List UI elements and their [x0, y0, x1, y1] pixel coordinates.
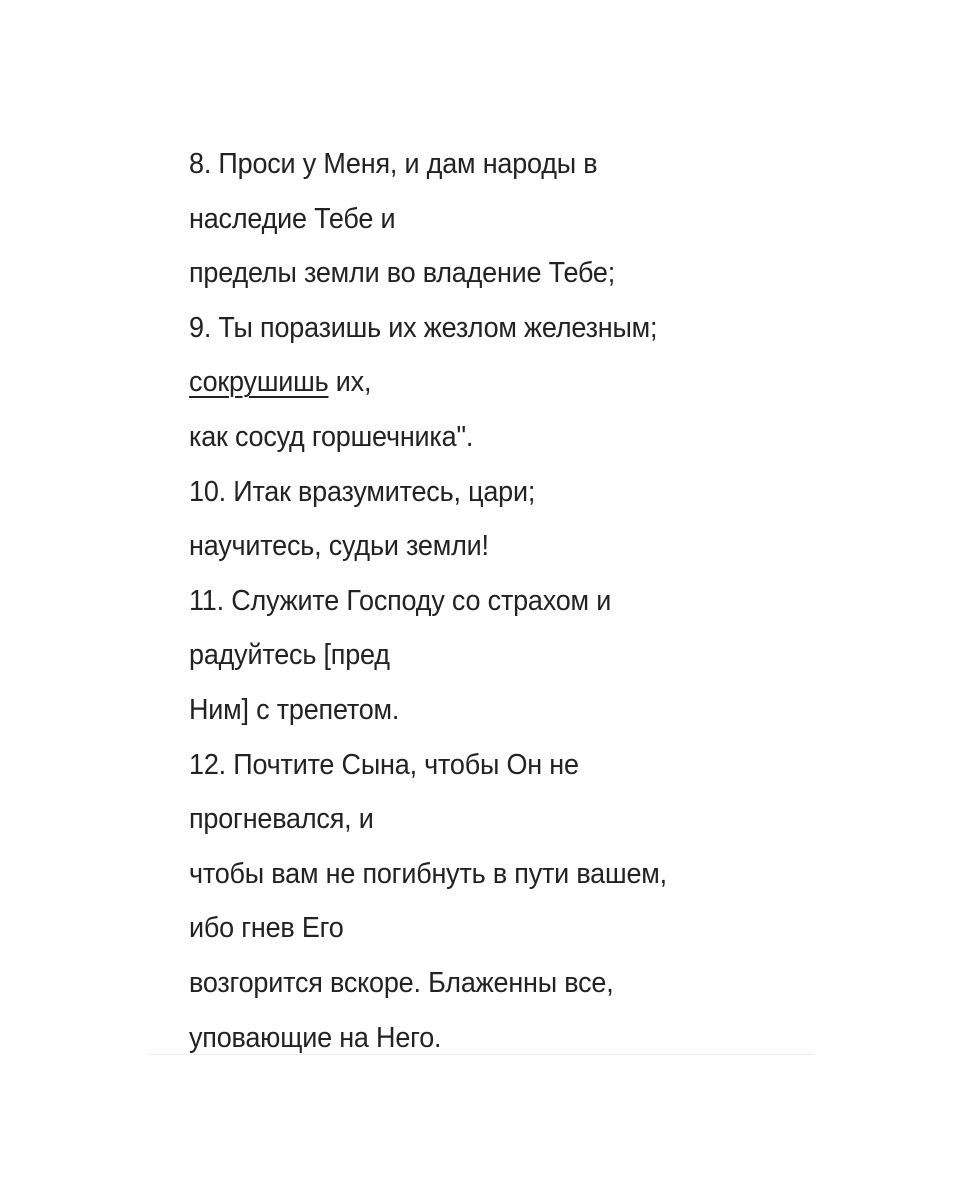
text-line-7: 10. Итак вразумитесь, цари;: [189, 475, 536, 508]
divider: [148, 1054, 814, 1055]
text-line-1: 8. Проси у Меня, и дам народы в: [189, 148, 598, 180]
text-line-10: радуйтесь [пред: [189, 639, 390, 672]
underlined-word: сокрушишь: [189, 366, 329, 399]
text-line-8: научитесь, судьи земли!: [189, 530, 489, 563]
text-line-16: возгорится вскоре. Блаженны все,: [189, 966, 614, 999]
text-line-17: уповающие на Него.: [189, 1021, 442, 1054]
text-line-4: 9. Ты поразишь их жезлом железным;: [189, 311, 658, 344]
text-line-9: 11. Служите Господу со страхом и: [189, 584, 612, 617]
psalm-text: [189, 137, 829, 1065]
text-line-3: пределы земли во владение Тебе;: [189, 257, 616, 290]
text-line-14: чтобы вам не погибнуть в пути вашем,: [189, 857, 667, 890]
text-line-13: прогневался, и: [189, 803, 374, 836]
text-line-15: ибо гнев Его: [189, 912, 344, 945]
text-line-2: наследие Тебе и: [189, 202, 396, 235]
text-line-11: Ним] с трепетом.: [189, 693, 400, 726]
text-line-6: как сосуд горшечника".: [189, 420, 474, 453]
text-line-12: 12. Почтите Сына, чтобы Он не: [189, 748, 579, 781]
text-line-5-rest: их,: [328, 366, 372, 399]
text-line-5: [189, 355, 784, 410]
